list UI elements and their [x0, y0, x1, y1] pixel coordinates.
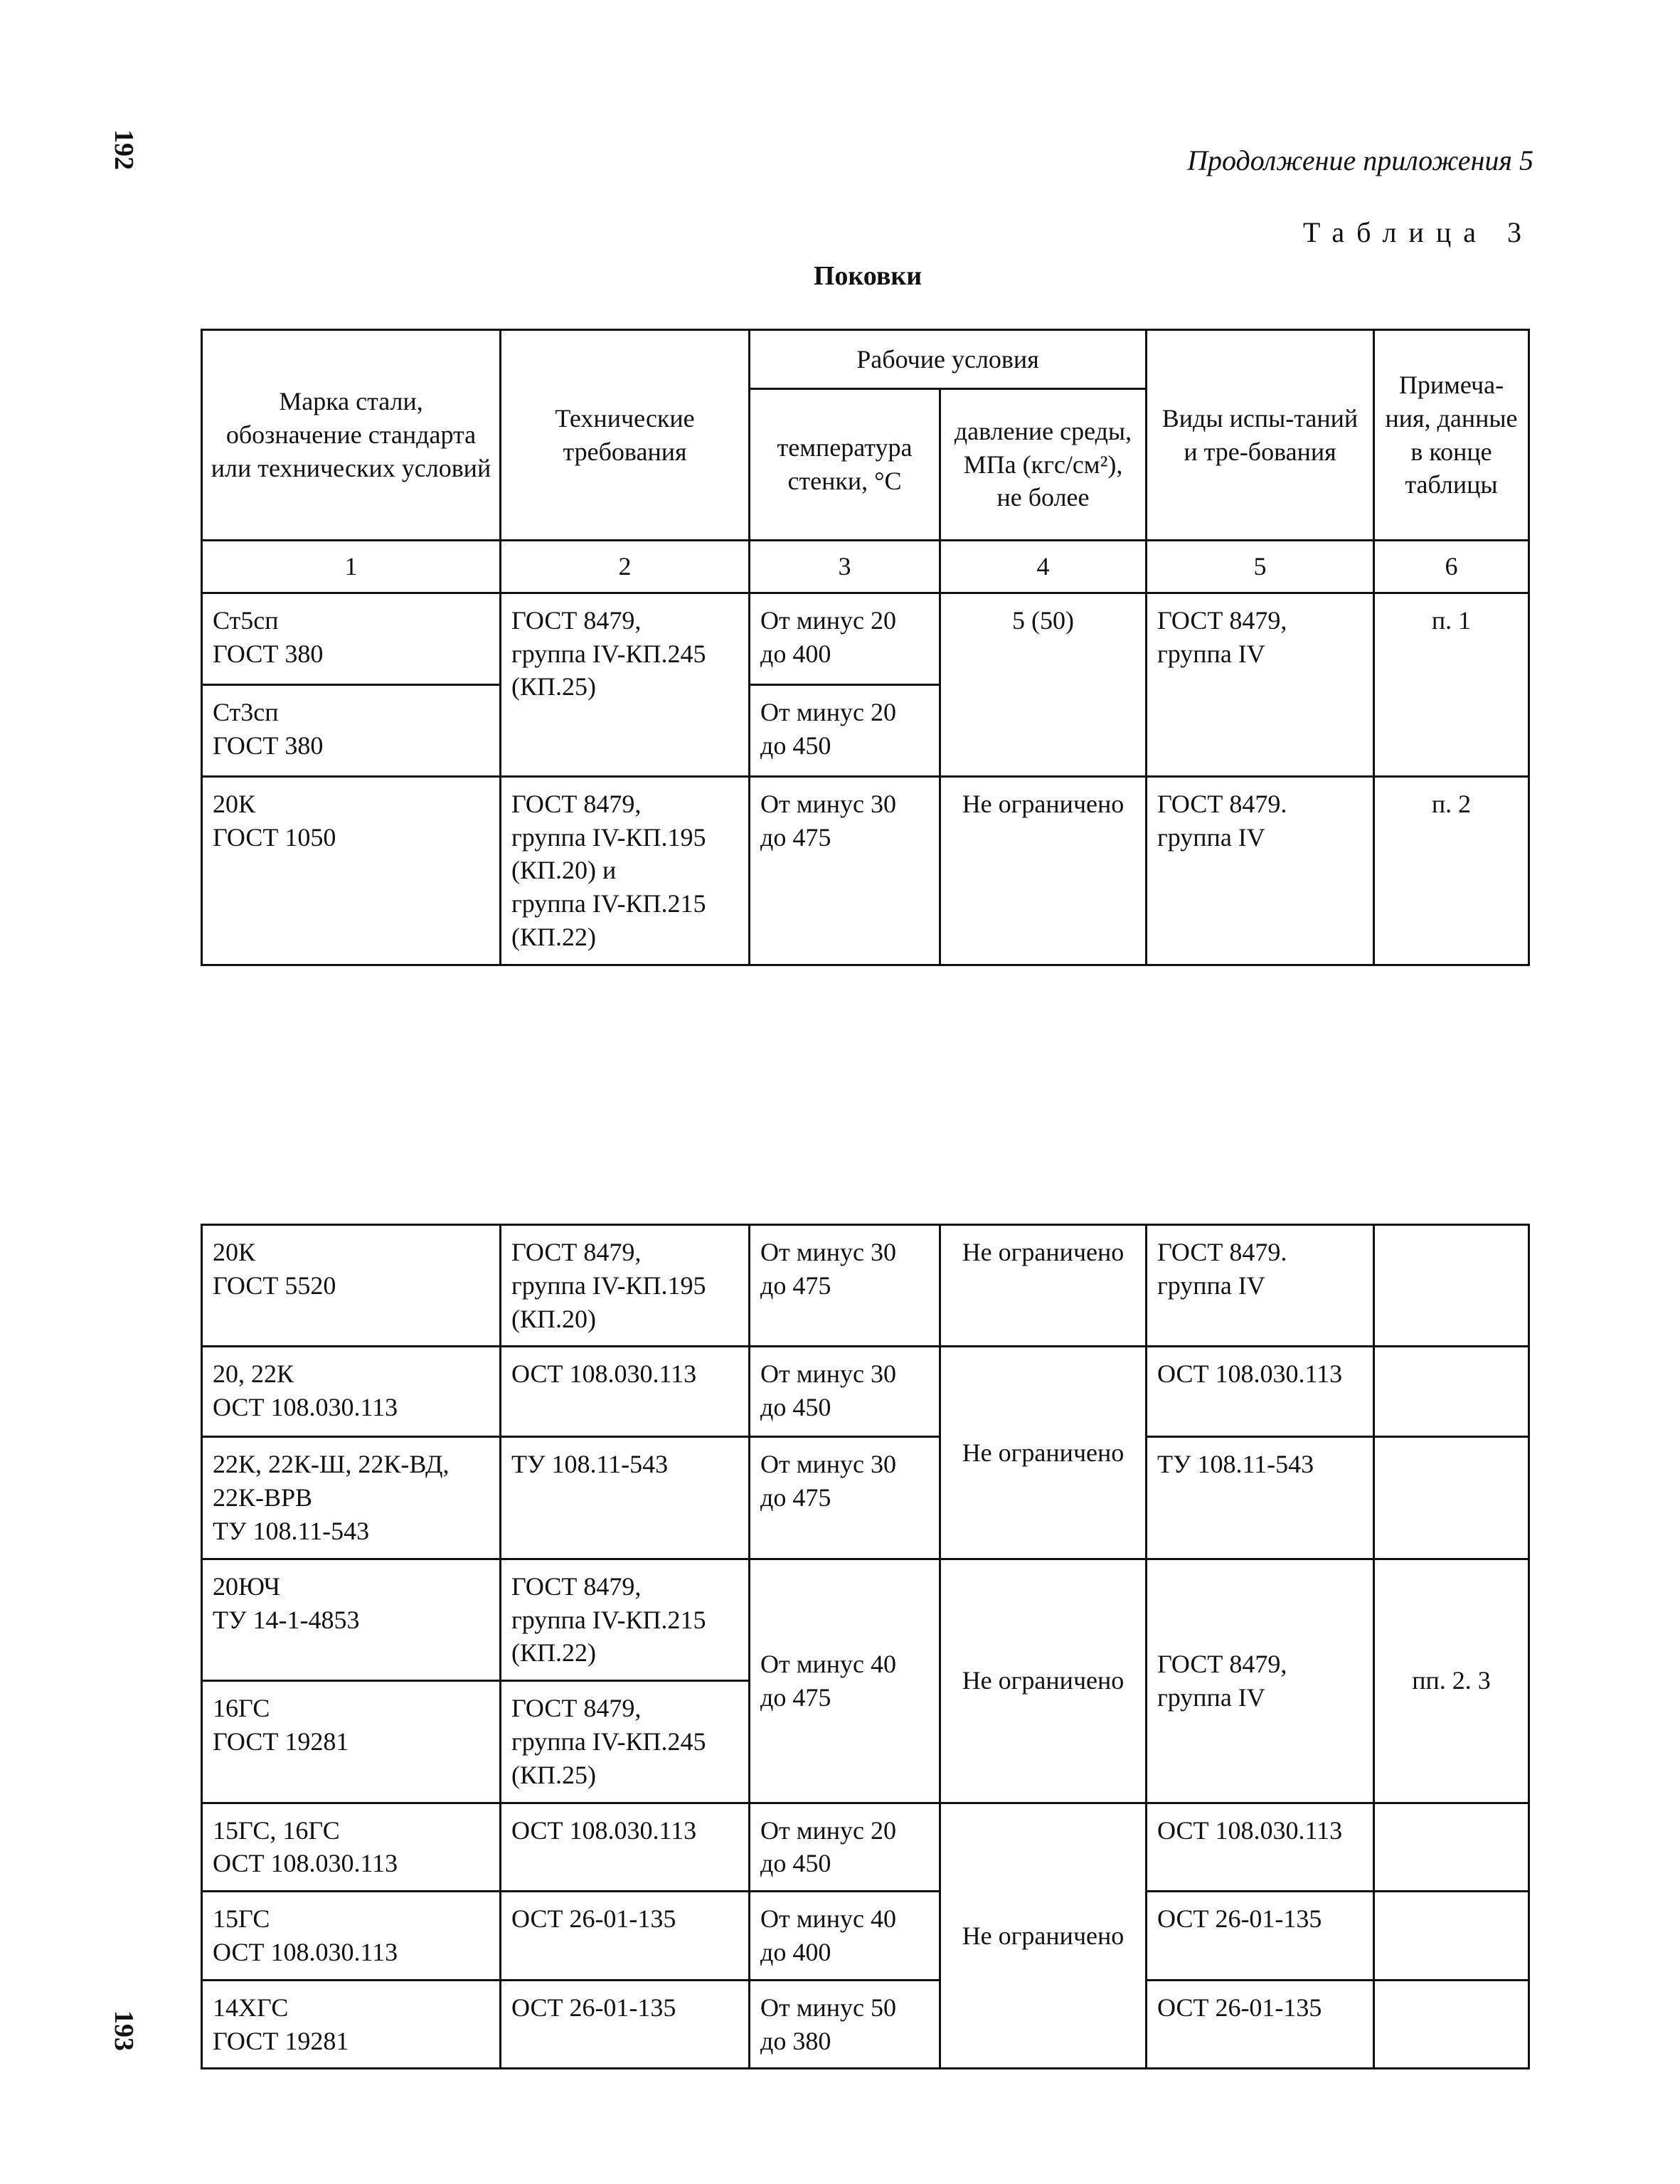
column-number: 1 — [202, 541, 501, 593]
cell-requirements: ОСТ 108.030.113 — [501, 1803, 750, 1892]
cell-notes — [1374, 1437, 1529, 1559]
cell-temperature: От минус 40 до 400 — [750, 1892, 940, 1981]
cell-pressure: Не ограничено — [940, 1225, 1147, 1347]
cell-tests: ГОСТ 8479, группа IV — [1147, 1559, 1374, 1803]
column-number: 4 — [940, 541, 1147, 593]
cell-pressure: Не ограничено — [940, 1803, 1147, 2069]
table-row — [202, 1347, 1529, 1437]
table-row — [202, 1980, 1529, 2069]
cell-requirements: ОСТ 26-01-135 — [501, 1892, 750, 1981]
column-number: 3 — [750, 541, 940, 593]
cell-temperature: От минус 30 до 475 — [750, 1437, 940, 1559]
continuation-label: Продолжение приложения 5 — [1187, 144, 1533, 176]
cell-requirements: ГОСТ 8479, группа IV-КП.195 (КП.20) и группа IV-КП.215 (КП.22) — [501, 776, 750, 965]
table-label: Таблица 3 — [1302, 216, 1533, 248]
cell-tests: ГОСТ 8479. группа IV — [1147, 1225, 1374, 1347]
cell-temperature: От минус 30 до 475 — [750, 1225, 940, 1347]
cell-notes — [1374, 1892, 1529, 1981]
table-row — [202, 1892, 1529, 1981]
cell-temperature: От минус 30 до 450 — [750, 1347, 940, 1437]
cell-steel-grade: 16ГС ГОСТ 19281 — [202, 1681, 501, 1803]
table-row — [202, 1559, 1529, 1680]
cell-notes: пп. 2. 3 — [1374, 1559, 1529, 1803]
cell-pressure: Не ограничено — [940, 1347, 1147, 1559]
cell-tests: ТУ 108.11-543 — [1147, 1437, 1374, 1559]
column-numbers-row — [202, 541, 1529, 593]
table-title: Поковки — [813, 261, 923, 291]
cell-steel-grade: 14ХГС ГОСТ 19281 — [202, 1980, 501, 2069]
header-test-types: Виды испы-таний и тре-бования — [1147, 330, 1374, 541]
cell-steel-grade: 20К ГОСТ 1050 — [202, 776, 501, 965]
column-number: 6 — [1374, 541, 1529, 593]
cell-tests: ОСТ 108.030.113 — [1147, 1803, 1374, 1892]
cell-temperature: От минус 30 до 475 — [750, 776, 940, 965]
cell-notes: п. 1 — [1374, 593, 1529, 776]
cell-tests: ОСТ 26-01-135 — [1147, 1892, 1374, 1981]
header-working-conditions: Рабочие условия — [750, 330, 1147, 389]
cell-steel-grade: 15ГС, 16ГС ОСТ 108.030.113 — [202, 1803, 501, 1892]
cell-notes — [1374, 1347, 1529, 1437]
cell-requirements: ГОСТ 8479, группа IV-КП.245 (КП.25) — [501, 1681, 750, 1803]
cell-tests: ОСТ 108.030.113 — [1147, 1347, 1374, 1437]
cell-temperature: От минус 20 до 400 — [750, 593, 940, 684]
cell-steel-grade: 20, 22К ОСТ 108.030.113 — [202, 1347, 501, 1437]
table-row — [202, 1437, 1529, 1559]
table-forgings-part-2 — [201, 1224, 1530, 2069]
header-notes: Примеча-ния, данные в конце таблицы — [1374, 330, 1529, 541]
cell-temperature: От минус 20 до 450 — [750, 1803, 940, 1892]
cell-requirements: ОСТ 108.030.113 — [501, 1347, 750, 1437]
table-row — [202, 593, 1529, 684]
cell-notes — [1374, 1803, 1529, 1892]
header-pressure: давление среды, МПа (кгс/см²), не более — [940, 389, 1147, 541]
column-number: 2 — [501, 541, 750, 593]
cell-requirements: ТУ 108.11-543 — [501, 1437, 750, 1559]
cell-temperature: От минус 50 до 380 — [750, 1980, 940, 2069]
cell-steel-grade: 22К, 22К-Ш, 22К-ВД, 22К-ВРВ ТУ 108.11-543 — [202, 1437, 501, 1559]
cell-requirements: ГОСТ 8479, группа IV-КП.215 (КП.22) — [501, 1559, 750, 1680]
cell-notes — [1374, 1225, 1529, 1347]
table-row — [202, 1225, 1529, 1347]
cell-temperature: От минус 40 до 475 — [750, 1559, 940, 1803]
cell-tests: ОСТ 26-01-135 — [1147, 1980, 1374, 2069]
column-number: 5 — [1147, 541, 1374, 593]
cell-steel-grade: 20ЮЧ ТУ 14-1-4853 — [202, 1559, 501, 1680]
cell-temperature: От минус 20 до 450 — [750, 684, 940, 776]
cell-requirements: ОСТ 26-01-135 — [501, 1980, 750, 2069]
cell-tests: ГОСТ 8479, группа IV — [1147, 593, 1374, 776]
page-number-top: 192 — [109, 129, 139, 170]
cell-steel-grade: 20К ГОСТ 5520 — [202, 1225, 501, 1347]
table-row — [202, 1803, 1529, 1892]
table-row — [202, 776, 1529, 965]
cell-notes — [1374, 1980, 1529, 2069]
cell-steel-grade: Ст5сп ГОСТ 380 — [202, 593, 501, 684]
cell-pressure: Не ограничено — [940, 776, 1147, 965]
cell-steel-grade: Ст3сп ГОСТ 380 — [202, 684, 501, 776]
cell-tests: ГОСТ 8479. группа IV — [1147, 776, 1374, 965]
cell-pressure: 5 (50) — [940, 593, 1147, 776]
table-forgings-part-1 — [201, 329, 1530, 966]
cell-requirements: ГОСТ 8479, группа IV-КП.195 (КП.20) — [501, 1225, 750, 1347]
cell-pressure: Не ограничено — [940, 1559, 1147, 1803]
header-wall-temperature: температура стенки, °С — [750, 389, 940, 541]
cell-steel-grade: 15ГС ОСТ 108.030.113 — [202, 1892, 501, 1981]
header-steel-grade: Марка стали, обозначение стандарта или технических условий — [202, 330, 501, 541]
page-number-bottom: 193 — [109, 2010, 139, 2051]
cell-notes: п. 2 — [1374, 776, 1529, 965]
header-tech-requirements: Технические требования — [501, 330, 750, 541]
cell-requirements: ГОСТ 8479, группа IV-КП.245 (КП.25) — [501, 593, 750, 776]
